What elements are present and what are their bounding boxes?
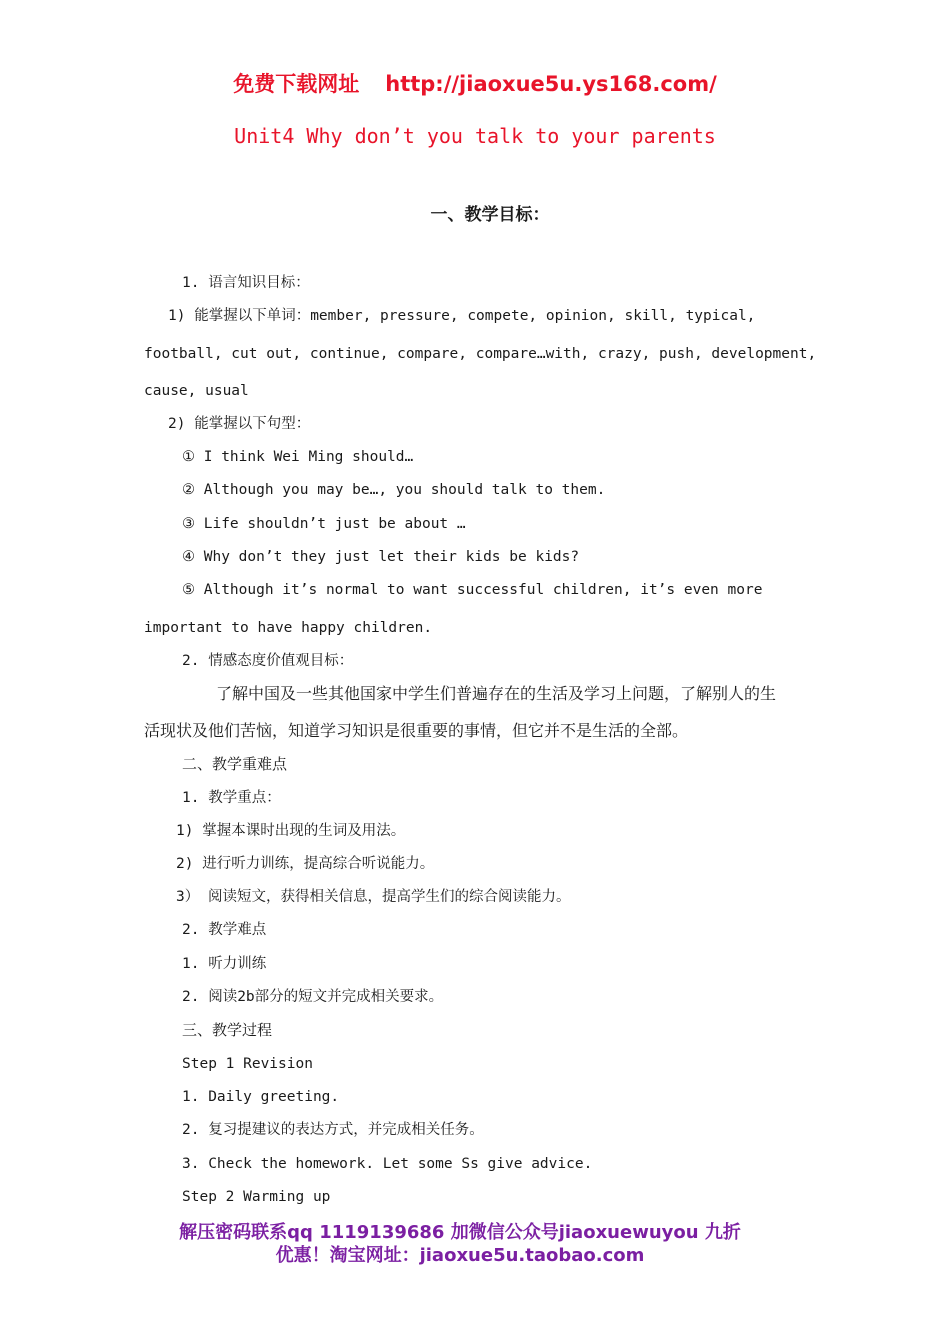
page-title: Unit4 Why don’t you talk to your parents: [234, 124, 716, 148]
difficulty-item: 2. 阅读2b部分的短文并完成相关要求。: [182, 989, 444, 1005]
sentence-item: ② Although you may be…, you should talk to them.: [182, 482, 606, 498]
process-heading: 三、教学过程: [182, 1021, 273, 1039]
focus-item: 1) 掌握本课时出现的生词及用法。: [176, 823, 406, 839]
vocab-intro: 1) 能掌握以下单词：member, pressure, compete, opinion, skill, typical,: [168, 308, 756, 324]
sentence-item: ④ Why don’t they just let their kids be kids?: [182, 549, 580, 565]
section-goals-heading: 一、教学目标：: [430, 205, 550, 225]
sentence-intro: 2) 能掌握以下句型：: [168, 416, 311, 432]
footer-shop-line[interactable]: 优惠！淘宝网址：jiaoxue5u.taobao.com: [275, 1245, 645, 1266]
vocab-line-3: cause, usual: [144, 383, 249, 399]
sentence-item: ⑤ Although it’s normal to want successful children, it’s even more: [182, 582, 763, 598]
focus-heading: 1. 教学重点：: [182, 790, 281, 806]
emotion-goal-heading: 2. 情感态度价值观目标：: [182, 653, 354, 669]
difficulty-item: 1. 听力训练: [182, 956, 267, 972]
footer-contact-line: 解压密码联系qq 1119139686 加微信公众号jiaoxuewuyou 九折: [179, 1222, 741, 1243]
step-1-item: 1. Daily greeting.: [182, 1089, 340, 1105]
step-1-item: 2. 复习提建议的表达方式，并完成相关任务。: [182, 1122, 484, 1138]
header-url[interactable]: http://jiaoxue5u.ys168.com/: [385, 72, 717, 96]
emotion-text-line-1: 了解中国及一些其他国家中学生们普遍存在的生活及学习上问题，了解别人的生: [216, 684, 777, 703]
sentence-5-continued: important to have happy children.: [144, 620, 433, 636]
difficulty-heading: 2. 教学难点: [182, 922, 267, 938]
step-1-heading: Step 1 Revision: [182, 1056, 313, 1072]
header-label: 免费下载网址: [233, 72, 360, 96]
step-1-item: 3. Check the homework. Let some Ss give advice.: [182, 1156, 593, 1172]
step-2-heading: Step 2 Warming up: [182, 1189, 331, 1205]
lang-goal-heading: 1. 语言知识目标：: [182, 275, 310, 291]
sentence-item: ① I think Wei Ming should…: [182, 449, 414, 465]
vocab-line-2: football, cut out, continue, compare, compare…with, crazy, push, development,: [144, 346, 817, 362]
focus-item: 3） 阅读短文，获得相关信息，提高学生们的综合阅读能力。: [176, 889, 571, 905]
key-points-heading: 二、教学重难点: [182, 755, 288, 773]
emotion-text-line-2: 活现状及他们苦恼，知道学习知识是很重要的事情，但它并不是生活的全部。: [144, 721, 689, 740]
sentence-item: ③ Life shouldn’t just be about …: [182, 516, 466, 532]
header-download-link[interactable]: [0, 68, 950, 98]
focus-item: 2) 进行听力训练，提高综合听说能力。: [176, 856, 435, 872]
